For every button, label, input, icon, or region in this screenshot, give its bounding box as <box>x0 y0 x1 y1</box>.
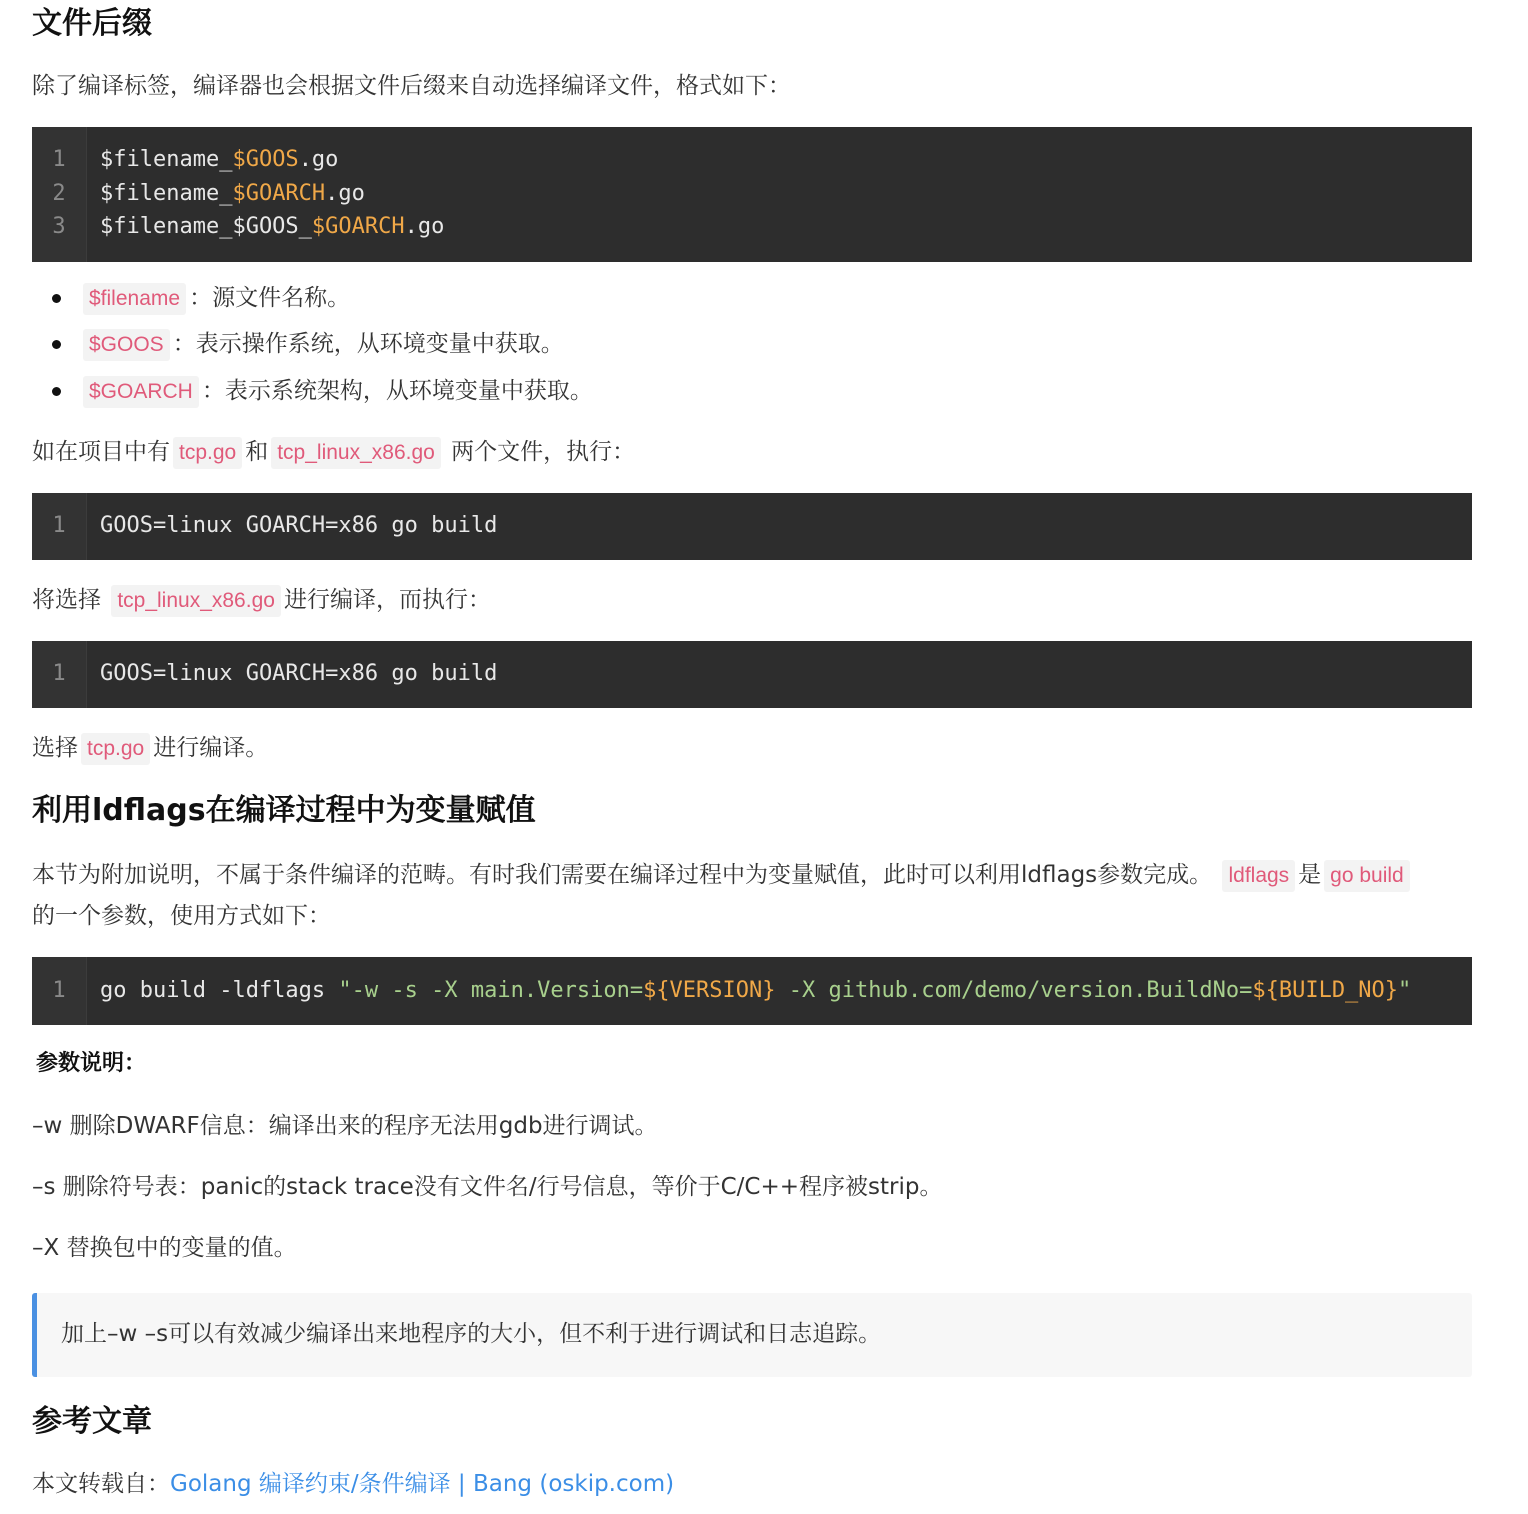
inline-code: $GOARCH <box>83 376 199 408</box>
text: 和 <box>245 439 269 465</box>
text: 进行编译。 <box>153 735 269 761</box>
text: 是 <box>1298 862 1322 888</box>
param-w: –w 删除DWARF信息：编译出来的程序无法用gdb进行调试。 <box>32 1113 658 1139</box>
code-string: -X github.com/demo/version.BuildNo= <box>775 978 1253 1003</box>
note-blockquote <box>32 1293 1472 1377</box>
code-variable: $GOARCH <box>232 181 326 206</box>
code-line <box>100 210 444 244</box>
ldflags-intro-line2: 的一个参数，使用方式如下： <box>32 903 331 929</box>
reference-link[interactable]: Golang 编译约束/条件编译 | Bang (oskip.com) <box>170 1471 675 1497</box>
code-variable: $GOOS <box>232 147 299 172</box>
select-paragraph-1 <box>32 580 491 620</box>
inline-code: tcp.go <box>173 437 242 469</box>
code-line: GOOS=linux GOARCH=x86 go build <box>100 661 498 686</box>
code-text: go build -ldflags <box>100 978 339 1003</box>
example-paragraph <box>32 432 635 472</box>
code-block-build-2 <box>32 641 1472 708</box>
line-number: 1 <box>52 513 66 538</box>
inline-code: tcp_linux_x86.go <box>271 437 441 469</box>
inline-code: ldflags <box>1222 860 1295 892</box>
code-variable: ${VERSION} <box>643 978 776 1003</box>
reference-paragraph <box>32 1464 674 1504</box>
code-text: .go <box>325 181 365 206</box>
list-item <box>52 371 593 411</box>
text: 如在项目中有 <box>32 439 170 465</box>
params-label: 参数说明： <box>36 1051 147 1076</box>
section-title-references: 参考文章 <box>32 1404 152 1439</box>
code-line <box>100 974 1411 1008</box>
code-block-suffix-format <box>32 127 1472 262</box>
bullet-icon <box>52 294 61 303</box>
inline-code: $filename <box>83 283 186 315</box>
list-item <box>52 278 350 318</box>
code-string: " <box>1398 978 1412 1003</box>
code-variable: ${BUILD_NO} <box>1252 978 1399 1003</box>
text: 本文转载自： <box>32 1471 170 1497</box>
intro-paragraph: 除了编译标签，编译器也会根据文件后缀来自动选择编译文件，格式如下： <box>32 73 791 99</box>
code-variable: $GOARCH <box>311 214 405 239</box>
code-text: .go <box>298 147 339 172</box>
note-text: 加上–w –s可以有效减少编译出来地程序的大小，但不利于进行调试和日志追踪。 <box>61 1321 882 1347</box>
line-number: 2 <box>52 181 66 206</box>
code-line: GOOS=linux GOARCH=x86 go build <box>100 513 498 538</box>
list-item <box>52 324 564 364</box>
text: 将选择 <box>32 587 101 613</box>
code-block-ldflags <box>32 957 1472 1025</box>
code-block-build-1 <box>32 493 1472 560</box>
inline-code: go build <box>1324 860 1410 892</box>
line-number: 1 <box>52 661 66 686</box>
code-string: "-w -s -X main.Version= <box>338 978 644 1003</box>
line-number: 1 <box>52 147 66 172</box>
list-item-text: ：表示系统架构，从环境变量中获取。 <box>201 378 593 404</box>
text: 进行编译，而执行： <box>283 587 491 613</box>
inline-code: tcp_linux_x86.go <box>111 585 281 617</box>
code-text: $filename_$GOOS_ <box>100 214 312 239</box>
bullet-icon <box>52 340 61 349</box>
text: 本节为附加说明，不属于条件编译的范畴。有时我们需要在编译过程中为变量赋值，此时可以利用ldflags参数完成。 <box>32 862 1213 888</box>
list-item-text: ：表示操作系统，从环境变量中获取。 <box>172 331 564 357</box>
select-paragraph-2 <box>32 728 268 768</box>
inline-code: $GOOS <box>83 329 170 361</box>
text: 两个文件，执行： <box>451 439 636 465</box>
section-title-ldflags: 利用ldflags在编译过程中为变量赋值 <box>32 793 536 828</box>
inline-code: tcp.go <box>81 733 150 765</box>
code-text: $filename_ <box>100 181 233 206</box>
line-number: 1 <box>52 978 66 1003</box>
bullet-icon <box>52 387 61 396</box>
text: 选择 <box>32 735 78 761</box>
code-line <box>100 177 365 211</box>
ldflags-intro-line1 <box>32 855 1413 895</box>
param-x: –X 替换包中的变量的值。 <box>32 1235 297 1261</box>
param-s: –s 删除符号表：panic的stack trace没有文件名/行号信息，等价于C/C++程序被strip。 <box>32 1174 943 1200</box>
code-line <box>100 143 338 177</box>
line-number: 3 <box>52 214 66 239</box>
section-title-file-suffix: 文件后缀 <box>32 6 152 41</box>
code-text: $filename_ <box>100 147 233 172</box>
code-text: .go <box>404 214 445 239</box>
list-item-text: ：源文件名称。 <box>189 285 351 311</box>
